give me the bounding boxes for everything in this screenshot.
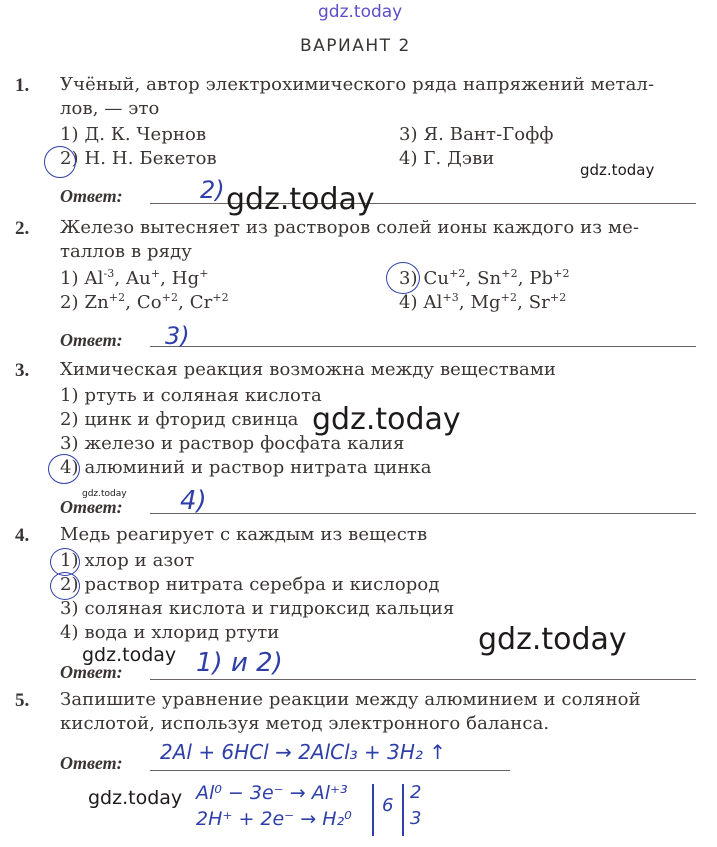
watermark-q1-big: gdz.today (226, 182, 375, 217)
q5-balance-number: 6 (382, 795, 394, 816)
q4-text-line1: Медь реагирует с каждым из веществ (60, 524, 428, 545)
q2-option-4-sup3: +2 (549, 291, 567, 304)
q2-option-4-sup2: +2 (500, 291, 518, 304)
watermark-q5: gdz.today (88, 787, 183, 809)
q2-text-line2: таллов в ряду (60, 241, 192, 262)
q4-answer-label-text: Ответ (60, 662, 117, 682)
q2-option-2 (60, 291, 229, 313)
q3-handwritten-answer: 4) (180, 486, 207, 516)
watermark-q3-big: gdz.today (312, 402, 461, 437)
q4-answer-circle-2 (50, 572, 80, 600)
q3-text-line1: Химическая реакция возможна между веществами (60, 359, 557, 380)
q1-handwritten-answer: 2) (200, 176, 225, 204)
q1-answer-label: Ответ: (60, 186, 123, 206)
q2-option-2-sup3: +2 (212, 291, 229, 304)
q2-option-2-sup2: +2 (161, 291, 179, 304)
q2-option-2-t1: , Co (125, 292, 162, 313)
q2-option-2-sup1: +2 (108, 291, 126, 304)
q3-answer-line (150, 513, 696, 514)
q2-answer-label: Ответ: (60, 330, 123, 350)
q2-option-1-sup1: -3 (103, 267, 115, 280)
q4-answer-label: Ответ: (60, 662, 123, 682)
q4-answer-line (150, 679, 696, 680)
q2-option-4-t2: , Sr (517, 292, 550, 313)
q5-handwritten-equation: 2Al + 6HCl → 2AlCl₃ + 3H₂ ↑ (160, 740, 447, 764)
q5-balance-bar-1 (372, 784, 374, 836)
q2-option-3-t1: , Sn (465, 268, 502, 289)
q3-number: 3. (15, 360, 30, 381)
q1-text-line1: Учёный, автор электрохимического ряда напряжений метал- (60, 74, 655, 95)
q3-answer-circle (48, 454, 80, 484)
q2-answer-line (150, 346, 696, 347)
q2-option-4-t1: , Mg (458, 292, 501, 313)
q2-option-4-pre: 4) Al (399, 292, 443, 313)
q4-option-2: 2) раствор нитрата серебра и кислород (60, 574, 440, 595)
watermark-q4: gdz.today (82, 644, 177, 666)
watermark-q3-small: gdz.today (82, 489, 127, 499)
q2-option-4 (399, 291, 566, 313)
q3-option-2: 2) цинк и фторид свинца (60, 409, 299, 430)
q2-option-1-sup3: + (199, 267, 209, 280)
q5-answer-label-text: Ответ (60, 753, 117, 773)
q2-option-3 (399, 267, 570, 289)
q2-option-3-pre: 3) Cu (399, 268, 450, 289)
page-title: ВАРИАНТ 2 (300, 36, 411, 56)
q5-text-line2: кислотой, используя метод электронного баланса. (60, 713, 550, 734)
q4-option-3: 3) соляная кислота и гидроксид кальция (60, 598, 455, 619)
q2-answer-circle (386, 262, 420, 294)
q1-option-1: 1) Д. К. Чернов (60, 124, 207, 145)
q5-balance-coef-1: 2 (410, 782, 422, 803)
q5-handwritten-line2: 2H⁺ + 2e⁻ → H₂⁰ (196, 808, 352, 830)
q4-option-4: 4) вода и хлорид ртути (60, 622, 280, 643)
q5-balance-coef-2: 3 (410, 808, 422, 829)
q2-option-4-sup1: +3 (442, 291, 459, 304)
q3-option-3: 3) железо и раствор фосфата калия (60, 433, 405, 454)
q1-answer-circle (44, 146, 76, 178)
q5-text-line1: Запишите уравнение реакции между алюминием и соляной (60, 689, 641, 710)
q1-number: 1. (15, 75, 30, 96)
q5-handwritten-line1: Al⁰ − 3e⁻ → Al⁺³ (196, 782, 348, 804)
q5-answer-label: Ответ: (60, 753, 123, 773)
q3-answer-label: Ответ: (60, 497, 123, 517)
q4-number: 4. (15, 525, 30, 546)
q1-option-4: 4) Г. Дэви (399, 148, 495, 169)
q4-handwritten-answer: 1) и 2) (196, 648, 283, 678)
q2-number: 2. (15, 218, 30, 239)
q5-answer-line (150, 770, 510, 771)
q1-answer-label-text: Ответ (60, 186, 117, 206)
q2-option-3-t2: , Pb (517, 268, 554, 289)
q2-option-3-sup1: +2 (449, 267, 466, 280)
q1-text-line2: лов, — это (60, 98, 160, 119)
q5-number: 5. (15, 690, 30, 711)
q2-text-line1: Железо вытесняет из растворов солей ионы каждого из ме- (60, 217, 640, 238)
q2-option-2-t2: , Cr (178, 292, 213, 313)
q2-option-1-t2: , Hg (160, 268, 200, 289)
q2-option-1 (60, 267, 209, 289)
q2-answer-label-text: Ответ (60, 330, 117, 350)
q3-answer-label-text: Ответ (60, 497, 117, 517)
q4-option-1: 1) хлор и азот (60, 550, 195, 571)
q2-option-2-pre: 2) Zn (60, 292, 109, 313)
watermark-q1: gdz.today (580, 161, 655, 179)
q2-option-1-t1: , Au (114, 268, 151, 289)
q2-option-3-sup3: +2 (553, 267, 570, 280)
q3-option-1: 1) ртуть и соляная кислота (60, 385, 322, 406)
watermark-top: gdz.today (318, 2, 403, 22)
q2-handwritten-answer: 3) (165, 322, 190, 350)
watermark-q4-big: gdz.today (478, 622, 627, 657)
q3-option-4: 4) алюминий и раствор нитрата цинка (60, 457, 432, 478)
q2-option-1-sup2: + (150, 267, 161, 280)
q2-option-3-sup2: +2 (501, 267, 518, 280)
q2-option-1-pre: 1) Al (60, 268, 104, 289)
q1-option-3: 3) Я. Вант-Гофф (399, 124, 554, 145)
q5-balance-bar-2 (402, 784, 404, 836)
q1-option-2: 2) Н. Н. Бекетов (60, 148, 217, 169)
